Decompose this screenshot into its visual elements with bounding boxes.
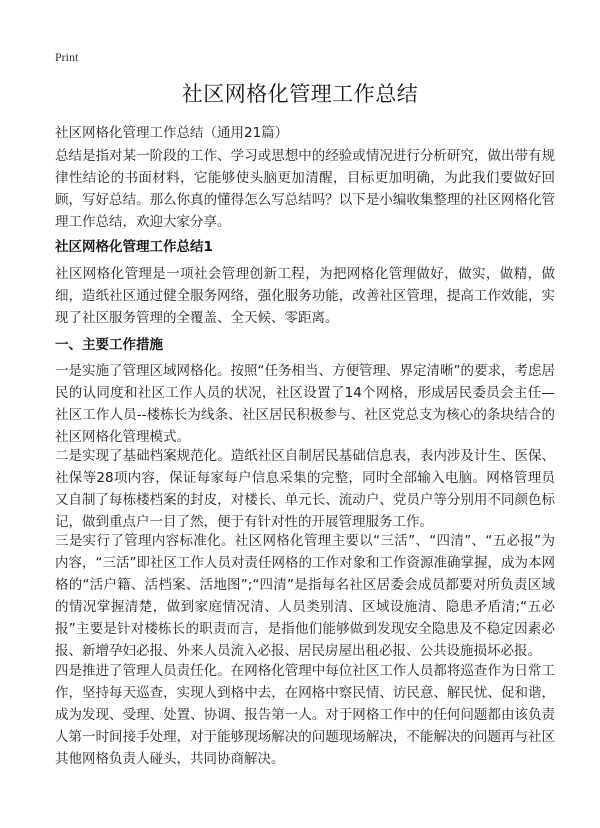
document-title: 社区网格化管理工作总结 xyxy=(181,82,419,106)
intro-paragraph: 总结是指对某一阶段的工作、学习或思想中的经验或情况进行分析研究，做出带有规律性结论的书面材料，它能够使头脑更加清醒，目标更加明确，为此我们要做好回顾，写好总结。那么你真的懂得怎么写总结吗？以下是小编收集整理的社区网格化管理工作总结，欢迎大家分享。 xyxy=(55,148,555,230)
section-intro-paragraph: 社区网格化管理是一项社会管理创新工程，为把网格化管理做好，做实，做精，做细，造纸社区通过健全服务网络，强化服务功能，改善社区管理，提高工作效能，实现了社区服务管理的全覆盖、全天候、零距离。 xyxy=(55,266,555,326)
document-subtitle: 社区网格化管理工作总结（通用21篇） xyxy=(55,125,289,141)
print-label[interactable]: Print xyxy=(55,50,79,64)
measure-paragraph-4: 四是推进了管理人员责任化。在网格化管理中每位社区工作人员都将巡查作为日常工作，坚持每天巡查，实现人到格中去，在网格中察民情、访民意、解民忧、促和谐，成为发现、受理、处置、协调、报告第一人。对于网格工作中的任何问题都由该负责人第一时间接手处理，对于能够现场解决的问题现场解决，不能解决的问题再与社区其他网格负责人碰头，共同协商解决。 xyxy=(55,663,555,767)
measure-paragraph-1: 一是实施了管理区域网格化。按照“任务相当、方便管理、界定清晰”的要求，考虑居民的认同度和社区工作人员的状况，社区设置了14个网格，形成居民委员会主任—社区工作人员--楼栋长为线条、社区居民积极参与、社区党总支为核心的条块结合的社区网格化管理模式。 xyxy=(55,363,555,445)
section-title: 社区网格化管理工作总结1 xyxy=(55,239,213,255)
measure-paragraph-3: 三是实行了管理内容标准化。社区网格化管理主要以“三活”、“四清”、“五必报”为内容，“三活”即社区工作人员对责任网格的工作对象和工作资源准确掌握，成为本网格的“活户籍、活档案、活地图”;“四清”是指每名社区居委会成员都要对所负责区域的情况掌握清楚，做到家庭情况清、人员类别清、区域设施清、隐患矛盾清;“五必报”主要是针对楼栋长的职责而言，是指他们能够做到发现安全隐患及不稳定因素必报、新增孕妇必报、外来人员流入必报、居民房屋出租必报、公共设施损坏必报。 xyxy=(55,533,555,659)
measure-paragraph-2: 二是实现了基础档案规范化。造纸社区自制居民基础信息表，表内涉及计生、医保、社保等28项内容，保证每家每户信息采集的完整，同时全部输入电脑。网格管理员又自制了每栋楼档案的封皮，对楼长、单元长、流动户、党员户等分别用不同颜色标记，做到重点户一目了然，便于有针对性的开展管理服务工作。 xyxy=(55,448,555,530)
subheading-main-measures: 一、主要工作措施 xyxy=(55,337,163,353)
